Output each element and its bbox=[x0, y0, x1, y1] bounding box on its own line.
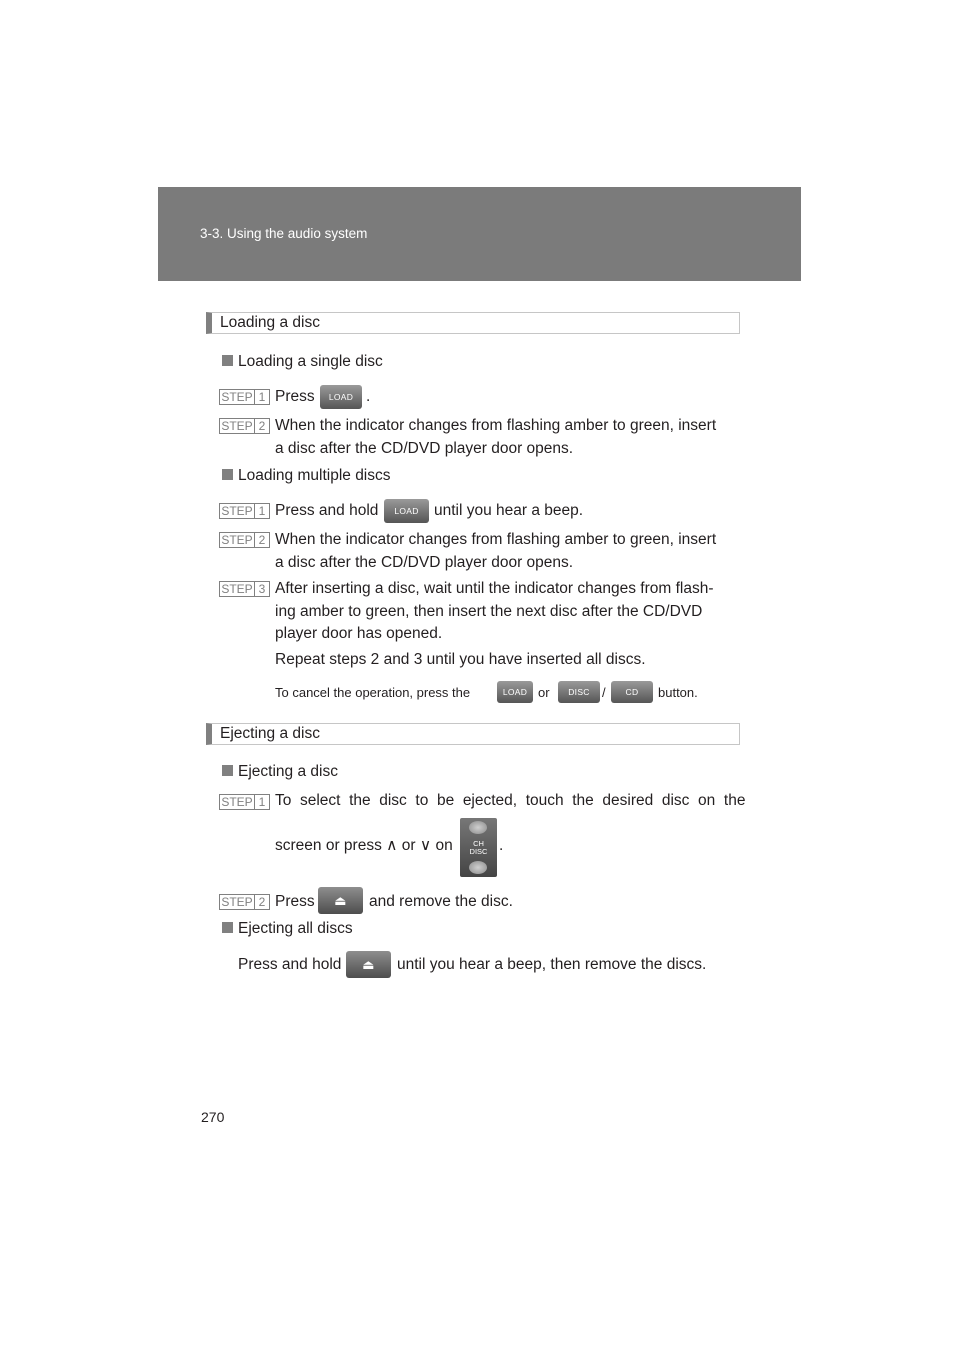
cancel-note-text: To cancel the operation, press the bbox=[275, 685, 471, 700]
bullet-square-icon bbox=[222, 469, 233, 480]
single-step2-line1: When the indicator changes from flashing amber to green, insert bbox=[275, 417, 717, 434]
step-number: 1 bbox=[258, 504, 266, 518]
multiple-discs-heading bbox=[222, 467, 391, 485]
step-number: 2 bbox=[258, 533, 266, 547]
step-badge bbox=[219, 418, 270, 434]
eject-step1-end: . bbox=[499, 837, 504, 854]
multiple-step1-text-end: until you hear a beep. bbox=[434, 502, 584, 519]
step-word: STEP bbox=[220, 795, 255, 809]
ch-disc-rocker-icon bbox=[460, 818, 497, 877]
multiple-step3-line2: ing amber to green, then insert the next disc after the CD/DVD bbox=[275, 603, 703, 620]
disc-button-icon: DISC bbox=[558, 681, 600, 703]
multiple-step1-text: Press and hold bbox=[275, 502, 379, 519]
multiple-step2-line2: a disc after the CD/DVD player door opens. bbox=[275, 554, 574, 571]
ejecting-single-heading bbox=[222, 763, 338, 781]
eject-step2-text: Press bbox=[275, 893, 315, 910]
step-word: STEP bbox=[220, 582, 255, 596]
single-disc-heading-text: Loading a single disc bbox=[238, 353, 383, 370]
step-number: 2 bbox=[258, 419, 266, 433]
multiple-step3-line3: player door has opened. bbox=[275, 625, 443, 642]
eject-step1-line2: screen or press ∧ or ∨ on bbox=[275, 837, 453, 854]
step-word: STEP bbox=[220, 504, 255, 518]
ejecting-all-heading bbox=[222, 920, 353, 938]
eject-step1-line1: To select the disc to be ejected, touch the desired disc on the bbox=[275, 792, 746, 809]
step-number: 1 bbox=[258, 795, 266, 809]
ch-disc-label bbox=[460, 840, 497, 856]
multiple-step2-line1: When the indicator changes from flashing amber to green, insert bbox=[275, 531, 717, 548]
eject-all-text-end: until you hear a beep, then remove the discs. bbox=[397, 956, 707, 973]
bullet-square-icon bbox=[222, 765, 233, 776]
loading-section-title: Loading a disc bbox=[220, 314, 320, 331]
step-badge bbox=[219, 581, 270, 597]
disc-label: DISC bbox=[469, 847, 488, 856]
step-word: STEP bbox=[220, 895, 255, 909]
loading-section-bar bbox=[206, 312, 740, 334]
step-word: STEP bbox=[220, 533, 255, 547]
step-badge bbox=[219, 389, 270, 405]
section-header: 3-3. Using the audio system bbox=[200, 226, 368, 241]
eject-button-icon: ⏏ bbox=[346, 951, 391, 978]
load-button-icon: LOAD bbox=[384, 499, 429, 523]
multiple-discs-heading-text: Loading multiple discs bbox=[238, 467, 391, 484]
ch-label: CH bbox=[473, 839, 484, 848]
cancel-note-end: button. bbox=[658, 685, 698, 700]
load-button-icon: LOAD bbox=[497, 681, 533, 703]
bullet-square-icon bbox=[222, 922, 233, 933]
eject-step2-text-end: and remove the disc. bbox=[369, 893, 513, 910]
step-word: STEP bbox=[220, 390, 255, 404]
multiple-step3-line1: After inserting a disc, wait until the indicator changes from flash- bbox=[275, 580, 714, 597]
repeat-steps-text: Repeat steps 2 and 3 until you have inserted all discs. bbox=[275, 651, 646, 668]
step-badge bbox=[219, 894, 270, 910]
single-step1-text: Press bbox=[275, 388, 315, 405]
ejecting-section-bar bbox=[206, 723, 740, 745]
load-button-icon: LOAD bbox=[320, 385, 362, 409]
step-badge bbox=[219, 532, 270, 548]
page-number: 270 bbox=[201, 1109, 225, 1125]
step-badge bbox=[219, 794, 270, 810]
eject-all-text: Press and hold bbox=[238, 956, 342, 973]
step-word: STEP bbox=[220, 419, 255, 433]
eject-button-icon: ⏏ bbox=[318, 887, 363, 914]
up-arrow-icon bbox=[469, 821, 487, 834]
ejecting-section-title: Ejecting a disc bbox=[220, 725, 320, 742]
step-number: 2 bbox=[258, 895, 266, 909]
ejecting-single-heading-text: Ejecting a disc bbox=[238, 763, 338, 780]
single-step1-end: . bbox=[366, 388, 371, 405]
single-step2-line2: a disc after the CD/DVD player door opens. bbox=[275, 440, 574, 457]
step-number: 1 bbox=[258, 390, 266, 404]
ejecting-all-heading-text: Ejecting all discs bbox=[238, 920, 353, 937]
cancel-note-slash: / bbox=[602, 685, 606, 700]
single-disc-heading bbox=[222, 353, 383, 371]
cd-button-icon: CD bbox=[611, 681, 653, 703]
cancel-note-or: or bbox=[538, 685, 550, 700]
down-arrow-icon bbox=[469, 861, 487, 874]
step-number: 3 bbox=[258, 582, 266, 596]
step-badge bbox=[219, 503, 270, 519]
bullet-square-icon bbox=[222, 355, 233, 366]
